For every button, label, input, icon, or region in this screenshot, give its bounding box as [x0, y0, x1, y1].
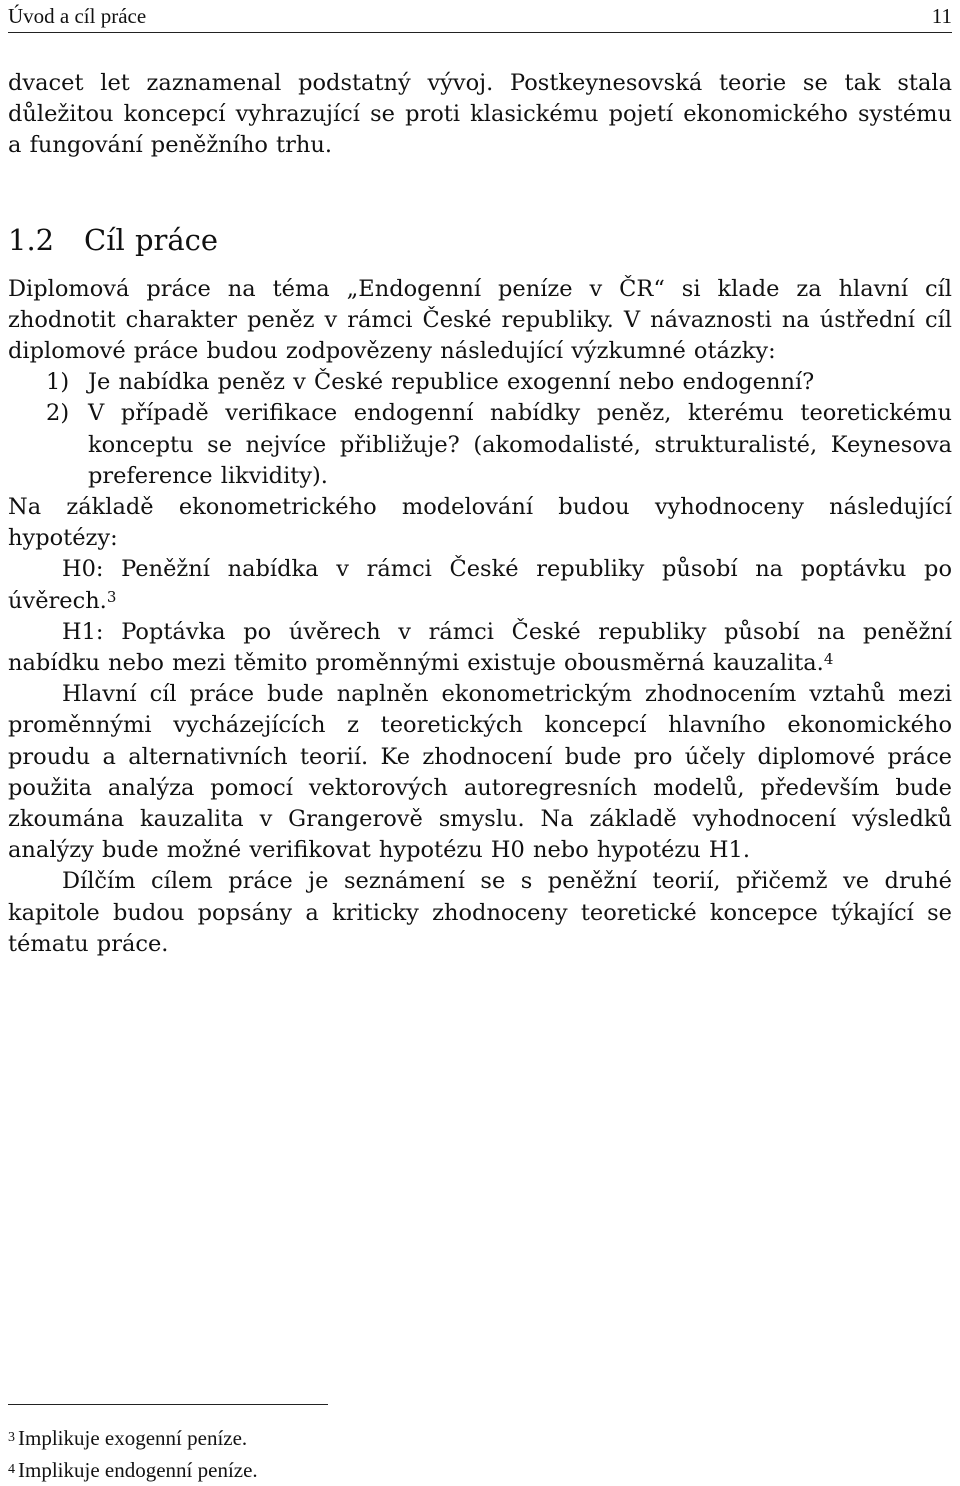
section-heading — [8, 220, 952, 260]
footnotes — [8, 1422, 952, 1486]
list-item — [8, 398, 952, 492]
footnote-text: Implikuje exogenní peníze. — [18, 1426, 248, 1450]
footnote-number: 3 — [8, 1430, 15, 1445]
question-text: Je nabídka peněz v České republice exogenní nebo endogenní? — [88, 369, 815, 396]
paragraph-hypotheses-intro: Na základě ekonometrického modelování budou vyhodnoceny následující hypotézy: — [8, 494, 952, 552]
footnote-text: Implikuje endogenní peníze. — [18, 1458, 258, 1482]
footnote-separator — [8, 1404, 328, 1405]
research-questions-list — [8, 367, 952, 492]
list-marker: 1) — [46, 369, 70, 396]
footnote — [8, 1454, 952, 1486]
page-body — [8, 68, 952, 960]
footnote-ref: 4 — [823, 650, 834, 669]
hypothesis-h0 — [8, 554, 952, 616]
hypothesis-h0-text: H0: Peněžní nabídka v rámci České republiky působí na poptávku po úvěrech. — [8, 556, 952, 614]
list-marker: 2) — [46, 400, 70, 427]
paragraph-partial-goal: Dílčím cílem práce je seznámení se s peněžní teorií, přičemž ve druhé kapitole budou popsány a kriticky zhodnoceny teoretické koncepce týkající se tématu práce. — [8, 868, 952, 957]
header-title: Úvod a cíl práce — [8, 4, 147, 28]
paragraph-goal: Diplomová práce na téma „Endogenní peníze v ČR“ si klade za hlavní cíl zhodnotit charakter peněz v rámci České republiky. V návaznosti na ústřední cíl diplomové práce budou zodpovězeny následující výzkumné otázky: — [8, 275, 952, 365]
footnote-number: 4 — [8, 1462, 15, 1477]
section-number: 1.2 — [8, 222, 55, 257]
footnote-ref: 3 — [106, 587, 117, 606]
running-header — [8, 0, 952, 33]
footnote — [8, 1422, 952, 1454]
paragraph-main-goal: Hlavní cíl práce bude naplněn ekonometrickým zhodnocením vztahů mezi proměnnými vycházejících z teoretických koncepcí hlavního ekonomického proudu a alternativních teorií. Ke zhodnocení bude pro účely diplomové práce použita analýza pomocí vektorových autoregresních modelů, především bude zkoumána kauzalita v Grangerově smyslu. Na základě vyhodnocení výsledků analýzy bude možné verifikovat hypotézu H0 nebo hypotézu H1. — [8, 681, 952, 864]
hypothesis-h1 — [8, 617, 952, 679]
intro-paragraph: dvacet let zaznamenal podstatný vývoj. Postkeynesovská teorie se tak stala důležitou koncepcí vyhrazující se proti klasickému pojetí ekonomického systému a fungování peněžního trhu. — [8, 70, 952, 159]
list-item — [8, 367, 952, 398]
question-text: V případě verifikace endogenní nabídky peněz, kterému teoretickému konceptu se nejvíce přibližuje? (akomodalisté, strukturalisté, Keynesova preference likvidity). — [88, 400, 952, 489]
section-title: Cíl práce — [84, 222, 219, 257]
page-number: 11 — [931, 4, 952, 28]
hypothesis-h1-text: H1: Poptávka po úvěrech v rámci České republiky působí na peněžní nabídku nebo mezi těmito proměnnými existuje obousměrná kauzalita. — [8, 618, 952, 677]
